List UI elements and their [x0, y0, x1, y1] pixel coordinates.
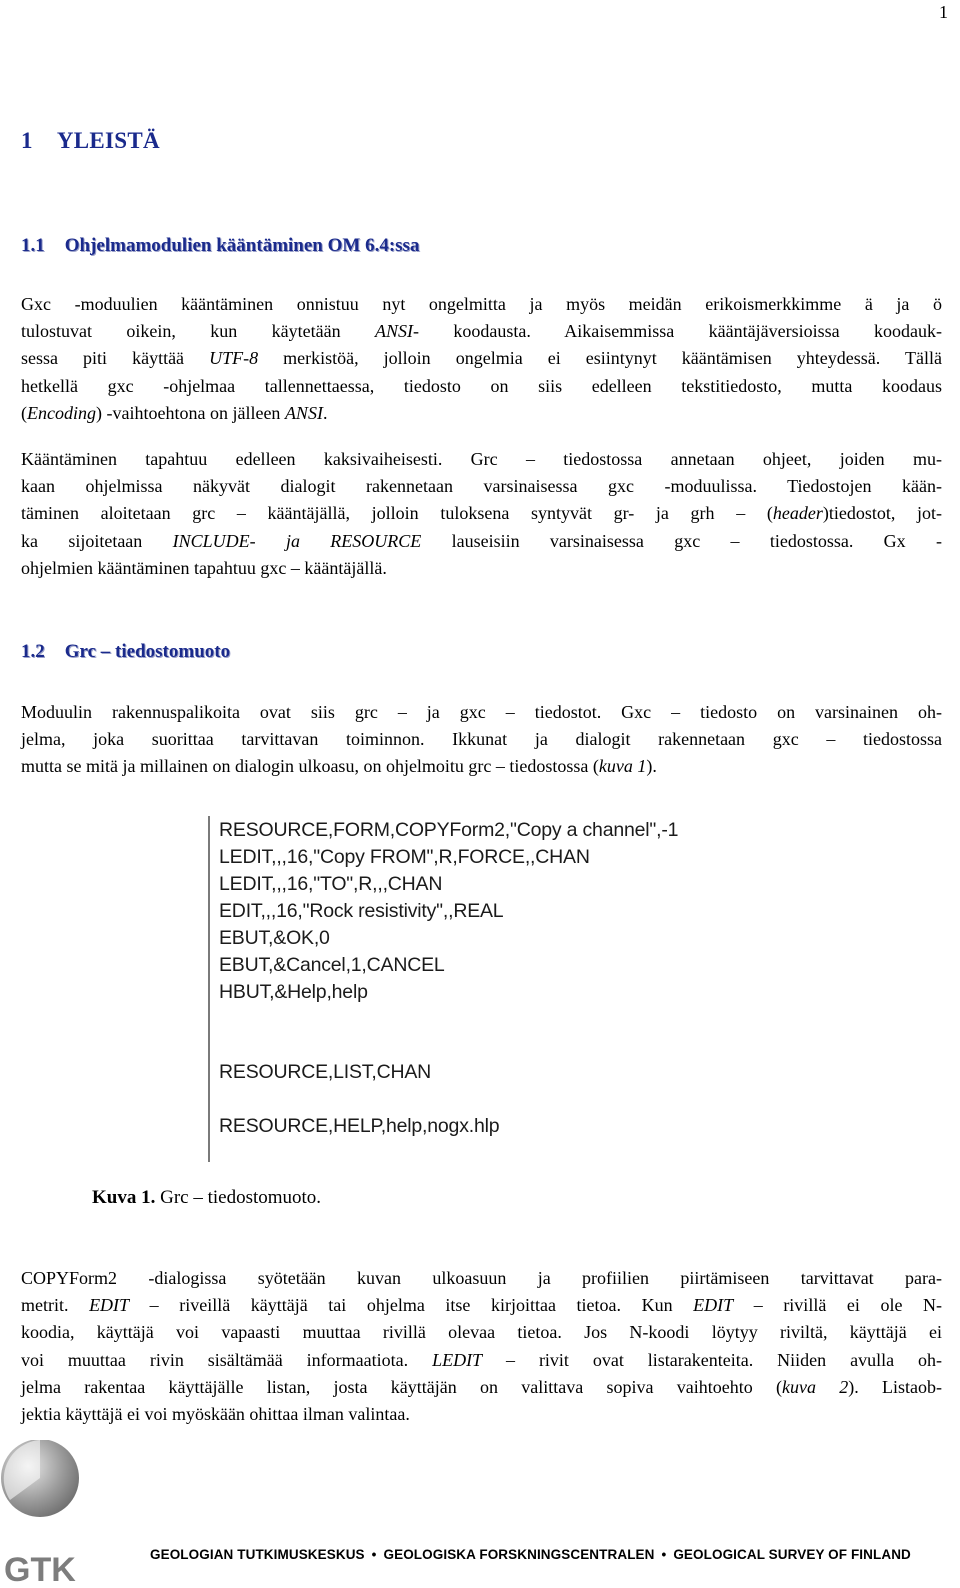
- italic-term: LEDIT: [432, 1349, 483, 1370]
- text: – riveillä käyttäjä tai ohjelma itse kirjoittaa tietoa. Kun: [129, 1295, 694, 1316]
- paragraph-line: [21, 753, 942, 780]
- italic-term: kuva 1: [598, 756, 647, 777]
- code-line: EBUT,&Cancel,1,CANCEL: [219, 954, 445, 976]
- page-number: 1: [939, 2, 948, 22]
- text: - koodausta. Aikaisemmissa kääntäjäversioissa koodauk-: [413, 321, 943, 342]
- footer-org-finnish: GEOLOGIAN TUTKIMUSKESKUS: [150, 1547, 365, 1562]
- text: .: [322, 402, 328, 423]
- code-line: HBUT,&Help,help: [219, 981, 368, 1003]
- text: voi muuttaa rivin sisältämää informaatiota.: [21, 1349, 433, 1370]
- text: Kääntäminen tapahtuu edelleen kaksivaiheisesti. Grc – tiedostossa annetaan ohjeet, joiden mu-: [21, 449, 942, 469]
- paragraph-line: [21, 555, 942, 582]
- italic-term: EDIT: [89, 1295, 130, 1316]
- gtk-logo: [0, 1440, 110, 1583]
- text: tulostuvat oikein, kun käytetään: [21, 321, 376, 342]
- subsection-heading-1-2: [21, 641, 230, 663]
- section-title: YLEISTÄ: [56, 128, 160, 153]
- italic-term: INCLUDE- ja RESOURCE: [172, 530, 422, 551]
- paragraph-line: [21, 345, 942, 372]
- text: kaan ohjelmissa näkyvät dialogit rakennetaan varsinaisessa gxc -moduulissa. Tiedostojen kään-: [21, 476, 942, 497]
- paragraph-line: [21, 400, 942, 427]
- caption-text: Grc – tiedostomuoto.: [155, 1187, 322, 1208]
- code-line: EBUT,&OK,0: [219, 927, 330, 949]
- logo-wordmark: GTK: [4, 1551, 76, 1583]
- text: sessa piti käyttää: [21, 348, 210, 369]
- subsection-heading-1-1: [21, 235, 419, 257]
- text: Moduulin rakennuspalikoita ovat siis grc – ja gxc – tiedostot. Gxc – tiedosto on varsinainen oh-: [21, 702, 942, 722]
- paragraph-line: [21, 726, 942, 753]
- text: – rivillä ei ole N-: [733, 1295, 942, 1316]
- text: mutta se mitä ja millainen on dialogin ulkoasu, on ohjelmoitu grc – tiedostossa (: [21, 756, 599, 777]
- paragraph-line: [21, 1374, 942, 1401]
- text: merkistöä, jolloin ongelmia ei esiintynyt kääntämisen yhteydessä. Tällä: [258, 348, 942, 369]
- code-figure: [208, 816, 770, 1162]
- text: Gxc -moduulien kääntäminen onnistuu nyt ongelmitta ja myös meidän erikoismerkkimme ä ja ö: [21, 294, 942, 314]
- text: )tiedostot, jot-: [822, 503, 942, 524]
- paragraph-line: [21, 446, 942, 473]
- text: jelma, joka suorittaa tarvittavan toiminnon. Ikkunat ja dialogit rakennetaan gxc – tiedostossa: [21, 729, 942, 750]
- text: ).: [646, 756, 657, 777]
- paragraph-1: [21, 291, 942, 427]
- paragraph-line: [21, 291, 942, 318]
- paragraph-line: [21, 473, 942, 500]
- subsection-title: Ohjelmamodulien kääntäminen OM 6.4:ssa: [64, 235, 420, 256]
- caption-label: Kuva 1.: [92, 1187, 156, 1208]
- paragraph-line: [21, 318, 942, 345]
- footer-org-english: GEOLOGICAL SURVEY OF FINLAND: [673, 1547, 911, 1562]
- section-heading-1: [21, 128, 160, 154]
- paragraph-line: [21, 699, 942, 726]
- paragraph-line: [21, 1347, 942, 1374]
- text: ). Listaob-: [848, 1376, 942, 1397]
- italic-term: ANSI: [375, 321, 414, 342]
- paragraph-4: [21, 1265, 942, 1428]
- subsection-number: 1.1: [21, 235, 45, 256]
- code-line: RESOURCE,HELP,help,nogx.hlp: [219, 1115, 500, 1137]
- subsection-title: Grc – tiedostomuoto: [64, 641, 231, 662]
- footer-org-swedish: GEOLOGISKA FORSKNINGSCENTRALEN: [383, 1547, 655, 1562]
- code-line: LEDIT,,,16,"TO",R,,,CHAN: [219, 873, 443, 895]
- paragraph-line: [21, 1401, 942, 1428]
- italic-term: EDIT: [693, 1295, 734, 1316]
- text: ka sijoitetaan: [21, 530, 173, 551]
- text: koodia, käyttäjä voi vapaasti muuttaa rivillä olevaa tietoa. Jos N-koodi löytyy riviltä, käyttäjä ei: [21, 1322, 942, 1343]
- text: lauseisiin varsinaisessa gxc – tiedostossa. Gx -: [421, 530, 942, 551]
- text: jektia käyttäjä ei voi myöskään ohittaa ilman valintaa.: [21, 1404, 410, 1425]
- footer-organizations: [150, 1547, 911, 1562]
- italic-term: ANSI: [284, 402, 323, 423]
- paragraph-line: [21, 1319, 942, 1346]
- italic-term: kuva 2: [781, 1376, 849, 1397]
- paragraph-line: [21, 528, 942, 555]
- text: metrit.: [21, 1295, 90, 1316]
- paragraph-line: [21, 373, 942, 400]
- text: ) -vaihtoehtona on jälleen: [96, 402, 285, 423]
- figure-caption: [92, 1187, 321, 1209]
- bullet-separator: •: [661, 1547, 667, 1562]
- italic-term: Encoding: [27, 402, 96, 423]
- text: – rivit ovat listarakenteita. Niiden avulla oh-: [482, 1349, 942, 1370]
- section-number: 1: [21, 128, 33, 153]
- code-line: LEDIT,,,16,"Copy FROM",R,FORCE,,CHAN: [219, 846, 590, 868]
- code-line: RESOURCE,LIST,CHAN: [219, 1061, 432, 1083]
- bullet-separator: •: [371, 1547, 377, 1562]
- text: jelma rakentaa käyttäjälle listan, josta käyttäjän on valittava sopiva vaihtoehto (: [21, 1376, 782, 1397]
- text: COPYForm2 -dialogissa syötetään kuvan ulkoasuun ja profiilien piirtämiseen tarvittavat para-: [21, 1268, 942, 1288]
- paragraph-line: [21, 1265, 942, 1292]
- italic-term: header: [772, 503, 823, 524]
- text: täminen aloitetaan grc – kääntäjällä, jolloin tuloksena syntyvät gr- ja grh – (: [21, 503, 773, 524]
- subsection-number: 1.2: [21, 641, 45, 662]
- gtk-logo-icon: [0, 1440, 110, 1583]
- paragraph-3: [21, 699, 942, 781]
- code-line: RESOURCE,FORM,COPYForm2,"Copy a channel",-1: [219, 819, 679, 841]
- code-line: EDIT,,,16,"Rock resistivity",,REAL: [219, 900, 504, 922]
- text: (: [21, 402, 27, 423]
- paragraph-2: [21, 446, 942, 582]
- text: hetkellä gxc -ohjelmaa tallennettaessa, tiedosto on siis edelleen tekstitiedosto, mutta koodaus: [21, 375, 942, 396]
- paragraph-line: [21, 500, 942, 527]
- text: ohjelmien kääntäminen tapahtuu gxc – kääntäjällä.: [21, 557, 387, 578]
- italic-term: UTF-8: [209, 348, 259, 369]
- paragraph-line: [21, 1292, 942, 1319]
